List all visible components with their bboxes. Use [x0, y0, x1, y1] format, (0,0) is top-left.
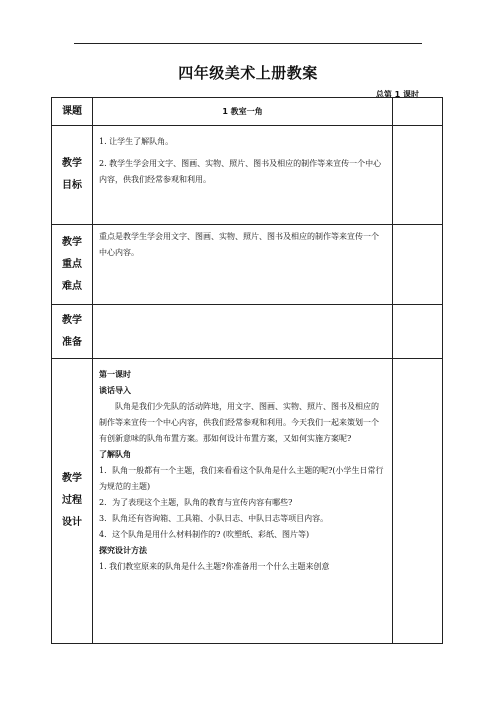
understand-item-1: 1．队角一般都有一个主题，我们来看看这个队角是什么主题的呢?(小学生日常行为规范的主题) — [99, 466, 384, 491]
keypoints-label-line-3: 难点 — [62, 280, 82, 292]
process-label — [52, 468, 92, 534]
keypoints-label-line-1: 教学 — [62, 236, 82, 248]
table-row-process — [52, 359, 443, 644]
keypoints-text: 重点是教学生学会用文字、图画、实物、照片、图书及相应的制作等来宣传一个中心内容。 — [99, 232, 379, 257]
topic-extra-cell — [393, 98, 443, 126]
goals-label-line-2: 目标 — [62, 180, 82, 191]
explore-text: 1. 我们教室原来的队角是什么主题?你准备用一个什么主题来创意 — [99, 562, 330, 571]
process-label-cell — [52, 359, 93, 644]
understand-item-3: 3．队角还有咨询箱、工具箱、小队日志、中队日志等项目内容。 — [99, 514, 329, 523]
session-heading: 第一课时 — [99, 370, 131, 379]
keypoints-label-cell — [52, 225, 93, 305]
table-row-prep — [52, 305, 443, 359]
document-title: 四年级美术上册教案 — [178, 64, 318, 82]
prep-label — [52, 310, 92, 354]
keypoints-extra-cell — [393, 225, 443, 305]
goals-label — [52, 153, 92, 197]
prep-extra-cell — [393, 305, 443, 359]
explore-heading: 探究设计方法 — [99, 546, 147, 555]
understand-heading: 了解队角 — [99, 450, 131, 459]
goals-body-cell — [93, 126, 393, 225]
prep-body-cell — [93, 305, 393, 359]
process-label-line-1: 教学 — [62, 473, 82, 484]
topic-label-cell — [52, 98, 93, 126]
goal-item-2: 2. 教学生学会用文字、图画、实物、照片、图书及相应的制作等来宣传一个中心内容，供我们经常参观和利用。 — [99, 159, 382, 184]
prep-label-line-2: 准备 — [62, 336, 82, 348]
keypoints-label-line-2: 重点 — [62, 258, 82, 270]
topic-value: 1 教室一角 — [222, 107, 263, 116]
table-row-topic — [52, 98, 443, 126]
topic-value-cell — [93, 98, 393, 126]
process-label-line-2: 过程 — [62, 495, 82, 506]
lesson-total: 总第 1 课时 — [375, 90, 419, 99]
intro-heading: 谈话导入 — [99, 386, 131, 395]
goal-item-1: 1. 让学生了解队角。 — [99, 137, 174, 146]
process-body-cell — [93, 359, 393, 644]
process-label-line-3: 设计 — [62, 517, 82, 528]
prep-label-cell — [52, 305, 93, 359]
header-rule — [74, 43, 422, 44]
table-row-goals — [52, 126, 443, 225]
prep-label-line-1: 教学 — [62, 314, 82, 326]
goals-extra-cell — [393, 126, 443, 225]
keypoints-body-cell — [93, 225, 393, 305]
topic-label: 课题 — [62, 106, 82, 117]
lesson-plan-table — [51, 97, 443, 644]
keypoints-label — [52, 232, 92, 298]
goals-label-cell — [52, 126, 93, 225]
table-row-keypoints — [52, 225, 443, 305]
process-extra-cell — [393, 359, 443, 644]
understand-item-2: 2．为了表现这个主题，队角的教育与宣传内容有哪些? — [99, 498, 293, 507]
intro-text: 队角是我们少先队的活动阵地，用文字、图画、实物、照片、图书及相应的制作等来宣传一个中心内容，供我们经常参观和利用。今天我们一起来策划一个有创新意味的队角布置方案。那如何设计布置方案，又如何实施方案呢? — [99, 402, 379, 443]
understand-item-4: 4．这个队角是用什么材料制作的? (吹塑纸、彩纸、图片等) — [99, 530, 310, 539]
goals-label-line-1: 教学 — [62, 158, 82, 169]
